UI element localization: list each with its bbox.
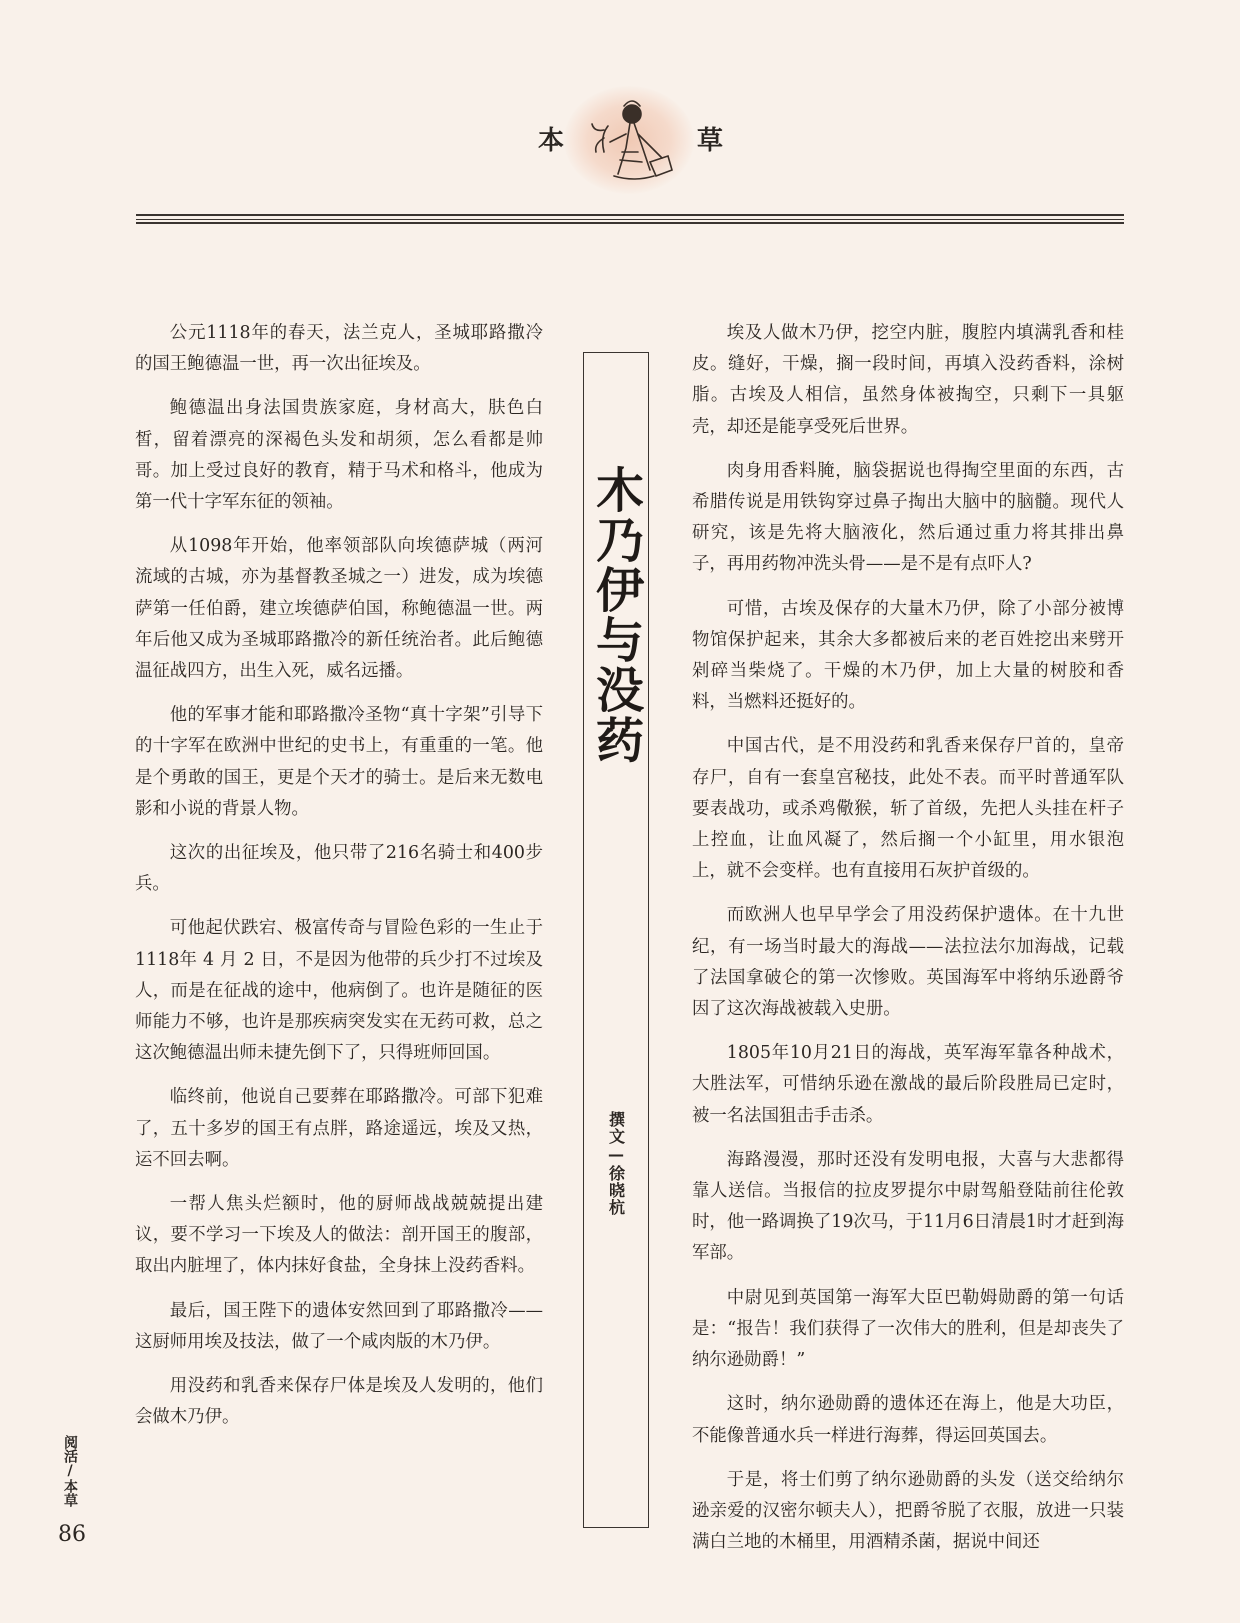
title-box <box>583 352 649 1528</box>
paragraph: 海路漫漫，那时还没有发明电报，大喜与大悲都得靠人送信。当报信的拉皮罗提尔中尉驾船登陆前往伦敦时，他一路调换了19次马，于11月6日清晨1时才赶到海军部。 <box>692 1149 1124 1264</box>
section-label-right: 草 <box>697 126 724 156</box>
paragraph: 中国古代，是不用没药和乳香来保存尸首的，皇帝存尸，自有一套皇宫秘技，此处不表。而平时普通军队要表战功，或杀鸡儆猴，斩了首级，先把人头挂在杆子上控血，让血风凝了，然后搁一个小缸里，用水银泡上，就不会变样。也有直接用石灰护首级的。 <box>692 736 1124 882</box>
article-title: 木乃伊与没药 <box>587 465 644 765</box>
paragraph: 他的军事才能和耶路撒冷圣物“真十字架”引导下的十字军在欧洲中世纪的史书上，有重重的一笔。他是个勇敢的国王，更是个天才的骑士。是后来无数电影和小说的背景人物。 <box>135 705 543 819</box>
paragraph: 一帮人焦头烂额时，他的厨师战战兢兢提出建议，要不学习一下埃及人的做法：剖开国王的腹部，取出内脏埋了，体内抹好食盐，全身抹上没药香料。 <box>135 1194 543 1277</box>
page-number: 86 <box>58 1522 86 1547</box>
header-rule <box>136 214 1124 216</box>
paragraph: 用没药和乳香来保存尸体是埃及人发明的，他们会做木乃伊。 <box>135 1376 543 1428</box>
paragraph: 从1098年开始，他率领部队向埃德萨城（两河流域的古城，亦为基督教圣城之一）进发，成为埃德萨第一任伯爵，建立埃德萨伯国，称鲍德温一世。两年后他又成为圣城耶路撒冷的新任统治者。此后鲍德温征战四方，出生入死，威名远播。 <box>135 536 543 682</box>
paragraph: 鲍德温出身法国贵族家庭，身材高大，肤色白皙，留着漂亮的深褐色头发和胡须，怎么看都是帅哥。加上受过良好的教育，精于马术和格斗，他成为第一代十字军东征的领袖。 <box>135 398 543 513</box>
paragraph: 可他起伏跌宕、极富传奇与冒险色彩的一生止于1118年 4 月 2 日，不是因为他带的兵少打不过埃及人，而是在征战的途中，他病倒了。也许是随征的医师能力不够，也许是那疾病突发实在无药可救，总之这次鲍德温出师未捷先倒下了，只得班师回国。 <box>135 918 543 1064</box>
paragraph: 这时，纳尔逊勋爵的遗体还在海上，他是大功臣，不能像普通水兵一样进行海葬，得运回英国去。 <box>692 1394 1124 1446</box>
page-header <box>0 0 1240 230</box>
paragraph: 临终前，他说自己要葬在耶路撒冷。可部下犯难了，五十多岁的国王有点胖，路途遥远，埃及又热，运不回去啊。 <box>135 1087 543 1170</box>
paragraph: 于是，将士们剪了纳尔逊勋爵的头发（送交给纳尔逊亲爱的汉密尔顿夫人），把爵爷脱了衣服，放进一只装满白兰地的木桶里，用酒精杀菌，据说中间还 <box>692 1469 1124 1553</box>
paragraph: 公元1118年的春天，法兰克人，圣城耶路撒冷的国王鲍德温一世，再一次出征埃及。 <box>135 323 543 375</box>
paragraph: 这次的出征埃及，他只带了216名骑士和400步兵。 <box>135 843 543 895</box>
left-text-column <box>135 318 543 1447</box>
paragraph: 埃及人做木乃伊，挖空内脏，腹腔内填满乳香和桂皮。缝好，干燥，搁一段时间，再填入没药香料，涂树脂。古埃及人相信，虽然身体被掏空，只剩下一具躯壳，却还是能享受死后世界。 <box>692 323 1124 437</box>
paragraph: 可惜，古埃及保存的大量木乃伊，除了小部分被博物馆保护起来，其余大多都被后来的老百姓挖出来劈开剁碎当柴烧了。干燥的木乃伊，加上大量的树胶和香料，当燃料还挺好的。 <box>692 598 1124 713</box>
herbalist-illustration-icon <box>564 86 694 194</box>
header-rule <box>136 219 1124 220</box>
paragraph: 肉身用香料腌，脑袋据说也得掏空里面的东西，古希腊传说是用铁钩穿过鼻子掏出大脑中的脑髓。现代人研究，该是先将大脑液化，然后通过重力将其排出鼻子，再用药物冲洗头骨——是不是有点吓人? <box>692 460 1124 575</box>
paragraph: 最后，国王陛下的遗体安然回到了耶路撒冷——这厨师用埃及技法，做了一个咸肉版的木乃伊。 <box>135 1300 543 1352</box>
paragraph: 1805年10月21日的海战，英军海军靠各种战术，大胜法军，可惜纳乐逊在激战的最后阶段胜局已定时，被一名法国狙击手击杀。 <box>692 1043 1124 1126</box>
section-label-left: 本 <box>538 126 565 156</box>
article-byline: 撰文—徐晓杭 <box>606 1111 626 1216</box>
paragraph: 中尉见到英国第一海军大臣巴勒姆勋爵的第一句话是：“报告！我们获得了一次伟大的胜利，但是却丧失了纳尔逊勋爵！” <box>692 1287 1124 1371</box>
magazine-name: 阅活/本草 <box>62 1435 78 1507</box>
header-rule <box>136 222 1124 224</box>
right-text-column <box>692 318 1124 1571</box>
paragraph: 而欧洲人也早早学会了用没药保护遗体。在十九世纪，有一场当时最大的海战——法拉法尔加海战，记载了法国拿破仑的第一次惨败。英国海军中将纳乐逊爵爷因了这次海战被载入史册。 <box>692 905 1124 1020</box>
